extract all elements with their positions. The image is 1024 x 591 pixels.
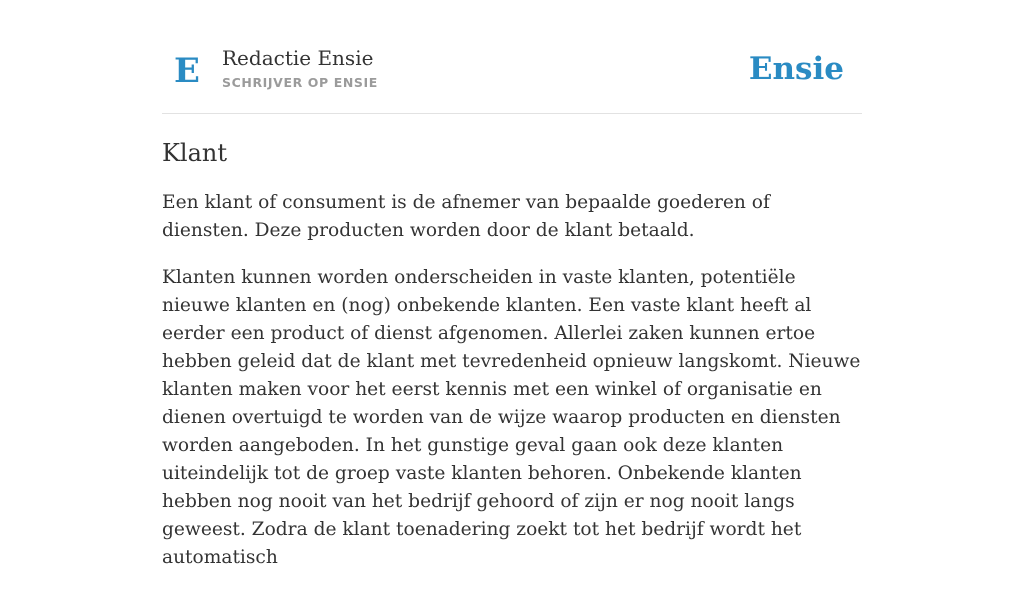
article-paragraph: Een klant of consument is de afnemer van bepaalde goederen of diensten. Deze producten worden door de klant betaald. bbox=[162, 192, 770, 241]
article-title: Klant bbox=[162, 139, 228, 167]
author-avatar-icon[interactable]: E bbox=[174, 51, 200, 91]
ensie-logo-link[interactable]: Ensie bbox=[748, 51, 844, 87]
author-role-label: SCHRIJVER OP ENSIE bbox=[222, 75, 378, 90]
author-name-link[interactable]: Redactie Ensie bbox=[222, 46, 374, 70]
article-paragraph: Klanten kunnen worden onderscheiden in vaste klanten, potentiële nieuwe klanten en (nog) onbekende klanten. Een vaste klant heeft al eerder een product of dienst afgenomen. Allerlei zaken kunnen ertoe hebben geleid dat de klant met tevredenheid opnieuw langskomt. Nieuwe klanten maken voor het eerst kennis met een winkel of organisatie en dienen overtuigd te worden van de wijze waarop producten en diensten worden aangeboden. In het gunstige geval gaan ook deze klanten uiteindelijk tot de groep vaste klanten behoren. Onbekende klanten hebben nog nooit van het bedrijf gehoord of zijn er nog nooit langs geweest. Zodra de klant toenadering zoekt tot het bedrijf wordt het automatisch bbox=[162, 267, 861, 568]
content-container bbox=[162, 0, 862, 568]
author-header bbox=[162, 0, 862, 114]
article-body bbox=[162, 189, 862, 591]
